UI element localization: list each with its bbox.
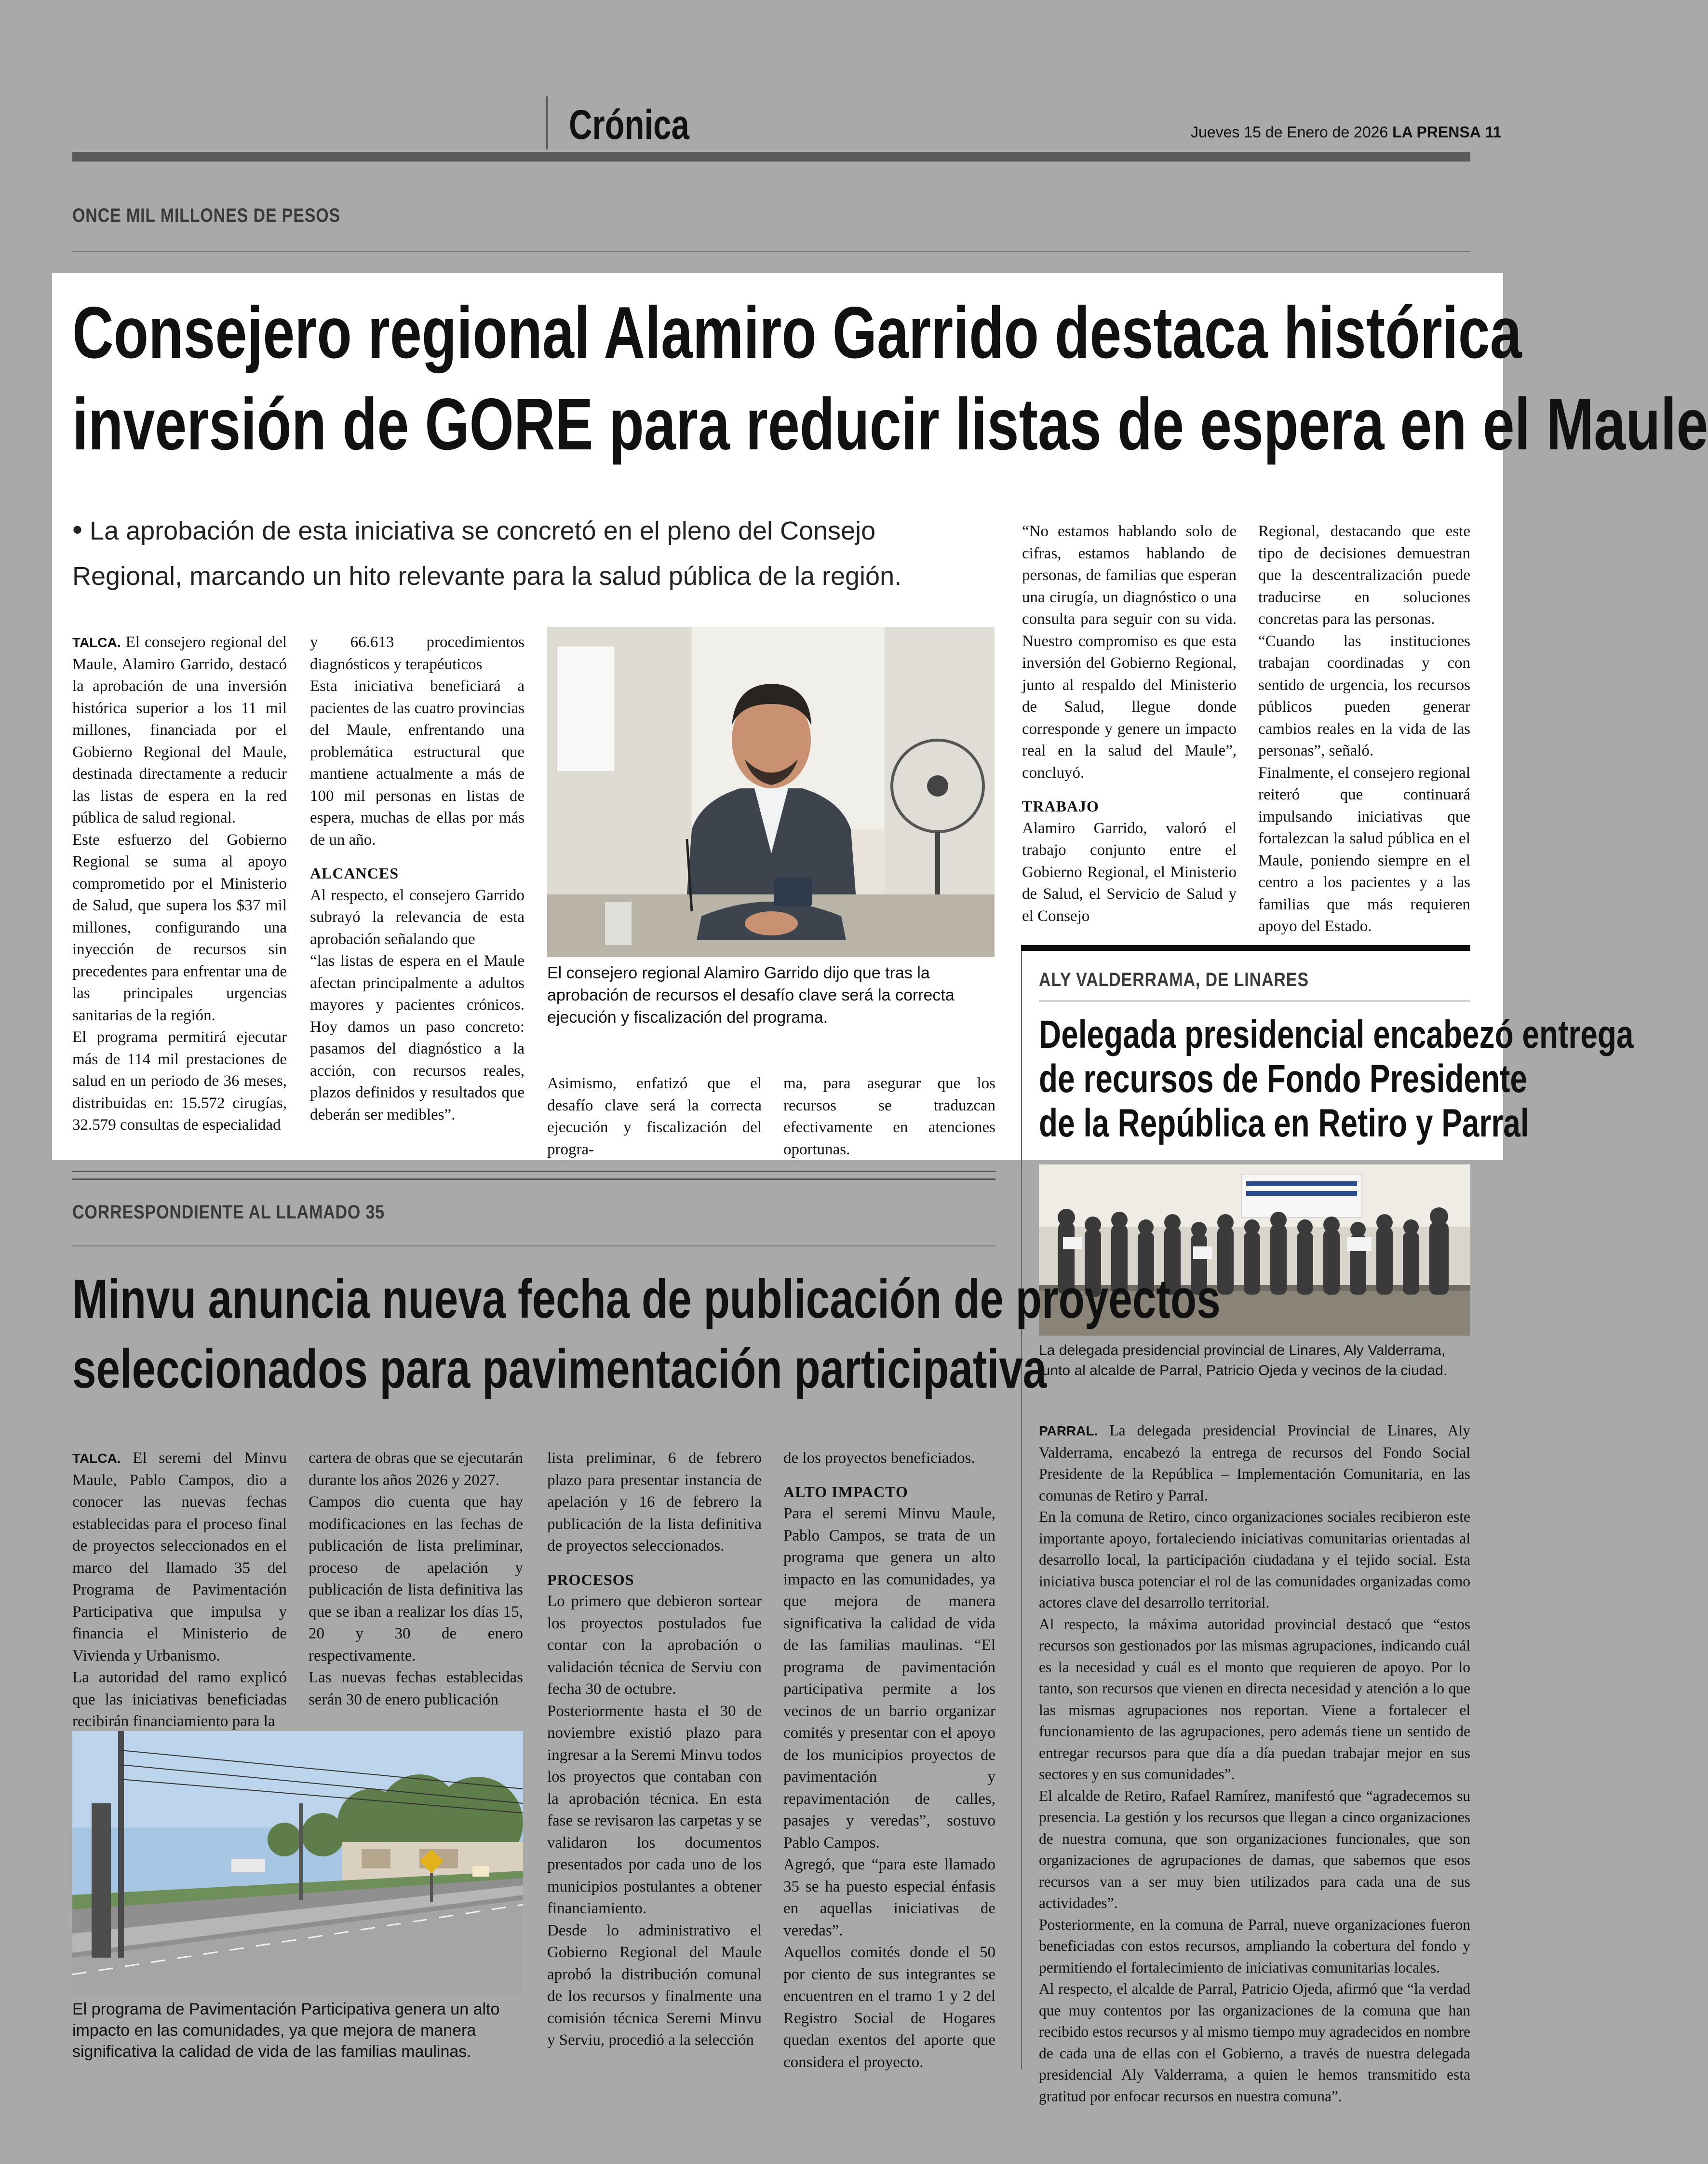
article1-col3: Asimismo, enfatizó que el desafío clave será la correcta ejecución y fiscalización del progra- (547, 1075, 762, 1158)
article1-col6-p2: “Cuando las instituciones trabajan coordinadas y con sentido de urgencia, los recursos públicos pueden generar cambios reales en la vida de las personas”, señaló. (1258, 632, 1470, 759)
article1-col2 (310, 632, 525, 1126)
article3-photo-caption: El programa de Pavimentación Participativa genera un alto impacto en las comunidades, ya que mejora de manera significativa la calidad de vida de las familias maulinas. (72, 2000, 500, 2061)
article1-col6-p1: Regional, destacando que este tipo de decisiones demuestran que la descentralización puede traducirse en soluciones concretas para las personas. (1258, 523, 1470, 628)
article1-col5-p2: Alamiro Garrido, valoró el trabajo conjunto entre el Gobierno Regional, el Ministerio de Salud, el Servicio de Salud y el Consejo (1022, 819, 1237, 925)
article2-p3: Al respecto, la máxima autoridad provincial destacó que “estos recursos son gestionados por las mismas agrupaciones, indicando cuál es la necesidad y cuál es el monto que requieren de apoyo. Por lo tanto, son recursos que vienen en directa necesidad y atención a lo que las mismas agrupaciones nos reportan. Viene a fortalecer el funcionamiento de las agrupaciones, pero además tiene un sentido de entregar recursos para que día a día puedan trabajar mejor en sus sectores y en sus comunidades”. (1039, 1615, 1470, 1783)
article3-headline-line1: Minvu anuncia nueva fecha de publicación de proyectos (72, 1269, 1221, 1330)
article1-photo-caption: El consejero regional Alamiro Garrido dijo que tras la aprobación de recursos el desafío clave será la correcta ejecución y fiscalización del programa. (547, 964, 955, 1027)
article2-column-divider (1021, 951, 1022, 2069)
article1-photo (547, 627, 995, 957)
article1-col1-p1 (72, 632, 287, 829)
article3-col3-p4: Desde lo administrativo el Gobierno Regional del Maule aprobó la distribución comunal de los recursos y finalmente una comisión técnica Seremi Minvu y Serviu, procedió a la selección (547, 1921, 762, 2049)
section-title: Crónica (569, 102, 689, 148)
article1-col1 (72, 632, 287, 1136)
article2-kicker: ALY VALDERRAMA, DE LINARES (1039, 969, 1309, 990)
article1-summary-text1: La aprobación de esta iniciativa se concretó en el pleno del Consejo (90, 516, 876, 545)
article1-summary-line2: Regional, marcando un hito relevante para la salud pública de la región. (72, 562, 902, 591)
article3-double-rule-top (72, 1171, 995, 1172)
article3-col1 (72, 1447, 287, 1733)
article1-headline-line1: Consejero regional Alamiro Garrido destaca histórica (72, 292, 1522, 374)
article2-dateline: PARRAL. (1039, 1423, 1098, 1438)
article1-col2-p4: “las listas de espera en el Maule afectan principalmente a adultos mayores y pacientes crónicos. Hoy damos un paso concreto: pasamos del diagnóstico a la acción, con recursos reales, plazos definidos y resultados que deberán ser medibles”. (310, 952, 525, 1123)
article1-col2-p2: Esta iniciativa beneficiará a pacientes de las cuatro provincias del Maule, enfrentando una problemática estructural que mantiene actualmente a más de 100 mil personas en listas de espera, muchas de ellas por más de un año. (310, 677, 525, 849)
header-date-text: Jueves 15 de Enero de 2026 (1191, 123, 1388, 141)
header-page-number: 11 (1485, 123, 1502, 141)
article3-col3-p2: Lo primero que debieron sortear los proyectos postulados fue contar con la aprobación o validación técnica de Serviu con fecha 30 de octubre. (547, 1593, 762, 1698)
article2-p5: Posteriormente, en la comuna de Parral, nueve organizaciones fueron beneficiadas con estos recursos, ampliando la cobertura del fondo y permitiendo el fortalecimiento de iniciativas comunitarias locales. (1039, 1916, 1470, 1976)
article3-col1-p1 (72, 1447, 287, 1667)
article1-sub-alcances: ALCANCES (310, 865, 399, 882)
article3-col4-p4: Aquellos comités donde el 50 por ciento de sus integrantes se encuentren en el tramo 1 y 2 del Registro Social de Hogares quedan exentos del aporte que considera el proyecto. (783, 1944, 995, 2071)
article3-col3-p3: Posteriormente hasta el 30 de noviembre existió plazo para ingresar a la Seremi Minvu todos los proyectos que contaban con la aprobación técnica. En esta fase se revisaron las carpetas y se validaron los documentos presentados por cada uno de los municipios postulantes a obtener financiamiento. (547, 1702, 762, 1917)
article3-sub-procesos: PROCESOS (547, 1570, 634, 1588)
article2-p1 (1039, 1420, 1470, 1506)
article2-p4: El alcalde de Retiro, Rafael Ramírez, manifestó que “agradecemos su presencia. La gestión y los recursos que llegan a cinco organizaciones de nuestra comuna, que son organizaciones funcionales, que son organizaciones de agrupaciones de damas, que sabemos que esos recursos van a ser muy bien utilizados para cada una de sus actividades”. (1039, 1787, 1470, 1911)
article2-headline-line2: de recursos de Fondo Presidente (1039, 1057, 1527, 1101)
article2-p6: Al respecto, el alcalde de Parral, Patricio Ojeda, afirmó que “la verdad que muy contentos por las organizaciones de la comuna que han recibido estos recursos y al mismo tiempo muy agradecidos en nombre de cada una de ellas con el Gobierno, a través de nuestra delegada presidencial Aly Valderrama, a quien le hemos transmitido esta gratitud por enfocar recursos en nuestra comuna”. (1039, 1980, 1470, 2105)
article3-col2-p3: Las nuevas fechas establecidas serán 30 de enero publicación (309, 1669, 523, 1708)
article1-col5-p1: “No estamos hablando solo de cifras, estamos hablando de personas, de familias que esperan una cirugía, un diagnóstico o una consulta para seguir con su vida. Nuestro compromiso es que esta inversión del Gobierno Regional, junto al respaldo del Ministerio de Salud, llegue donde corresponde y genere un impacto real en la salud del Maule”, concluyó. (1022, 523, 1237, 782)
article3-col4 (783, 1447, 995, 2073)
article1-dateline: TALCA. (72, 635, 121, 650)
article3-headline-line2: seleccionados para pavimentación participativa (72, 1339, 1047, 1400)
article3-kicker-rule (72, 1245, 995, 1246)
article2-top-bar (1021, 945, 1470, 951)
bullet-icon: • (72, 514, 83, 546)
article3-col4-p1: de los proyectos beneficiados. (783, 1449, 975, 1467)
article1-col1-p2: Este esfuerzo del Gobierno Regional se suma al apoyo comprometido por el Ministerio de Salud, que supera los $37 mil millones, configurando una inyección de recursos sin precedentes para enfrentar una de las principales urgencias sanitarias de la región. (72, 831, 287, 1024)
article2-headline-line1: Delegada presidencial encabezó entrega (1039, 1013, 1634, 1056)
article1-summary (72, 507, 1036, 599)
article1-col5 (1022, 521, 1237, 927)
article3-photo (72, 1731, 523, 1994)
article1-col1-p1-text: El consejero regional del Maule, Alamiro Garrido, destacó la aprobación de una inversión histórica superior a los 11 mil millones, financiada por el Gobierno Regional del Maule, destinada directamente a reducir las listas de espera en la red pública de salud regional. (72, 634, 287, 826)
header-date (1191, 123, 1502, 141)
article3-sub-impacto: ALTO IMPACTO (783, 1483, 908, 1501)
article3-col3-p1: lista preliminar, 6 de febrero plazo para presentar instancia de apelación y 16 de febrero la publicación de la lista definitiva de proyectos seleccionados. (547, 1449, 762, 1555)
article3-col2-p1: cartera de obras que se ejecutarán durante los años 2026 y 2027. (309, 1449, 523, 1489)
article2-photo-caption: La delegada presidencial provincial de Linares, Aly Valderrama, junto al alcalde de Parral, Patricio Ojeda y vecinos de la ciudad. (1039, 1342, 1448, 1379)
article1-summary-line1 (72, 507, 1036, 554)
article3-dateline: TALCA. (72, 1451, 121, 1466)
article3-col4-p3: Agregó, que “para este llamado 35 se ha puesto especial énfasis en aquellas iniciativas de veredas”. (783, 1856, 995, 1939)
article3-col1-p2: La autoridad del ramo explicó que las iniciativas beneficiadas recibirán financiamiento para la (72, 1669, 287, 1730)
article3-kicker: CORRESPONDIENTE AL LLAMADO 35 (72, 1202, 385, 1223)
article1-kicker: ONCE MIL MILLONES DE PESOS (72, 205, 341, 226)
article2-p1-text: La delegada presidencial Provincial de Linares, Aly Valderrama, encabezó la entrega de recursos del Fondo Social Presidente de la República – Implementación Comunitaria, en las comunas de Retiro y Parral. (1039, 1422, 1470, 1504)
article3-col3 (547, 1447, 762, 2052)
article1-col6-p3: Finalmente, el consejero regional reiteró que continuará impulsando iniciativas que fortalezcan la salud pública en el Maule, poniendo siempre en el centro a los pacientes y a las familias que más requieren apoyo del Estado. (1258, 764, 1470, 935)
article1-col6 (1258, 521, 1470, 938)
article2-p2: En la comuna de Retiro, cinco organizaciones sociales recibieron este importante apoyo, fortaleciendo iniciativas comunitarias orientadas al desarrollo local, la participación ciudadana y el tejido social. Esta iniciativa busca potenciar el rol de las comunidades organizadas como actores clave del desarrollo territorial. (1039, 1508, 1470, 1611)
article2-headline-line3: de la República en Retiro y Parral (1039, 1101, 1529, 1145)
article1-col2-p1: y 66.613 procedimientos diagnósticos y terapéuticos (310, 634, 525, 673)
article1-col2-p3: Al respecto, el consejero Garrido subrayó la relevancia de esta aprobación señalando que (310, 886, 525, 948)
article3-col4-p2: Para el seremi Minvu Maule, Pablo Campos, se trata de un programa que genera un alto impacto en las comunidades, ya que mejora de manera significativa la calidad de vida de las familias maulinas. “El programa de pavimentación participativa permite a los vecinos de un barrio organizar comités y presentar con el apoyo de los municipios proyectos de pavimentación y repavimentación de calles, pasajes y veredas”, sostuvo Pablo Campos. (783, 1505, 995, 1852)
article1-sub-trabajo: TRABAJO (1022, 798, 1099, 815)
article3-double-rule-bottom (72, 1178, 995, 1180)
section-divider (546, 96, 548, 149)
article1-kicker-rule (72, 251, 1470, 252)
article3-col1-p1-text: El seremi del Minvu Maule, Pablo Campos, dio a conocer las nuevas fechas establecidas para el proceso final de proyectos seleccionados en el marco del llamado 35 del Programa de Pavimentación Participativa que impulsa y financia el Ministerio de Vivienda y Urbanismo. (72, 1449, 287, 1664)
article1-col4: ma, para asegurar que los recursos se traduzcan efectivamente en atenciones oportunas. (783, 1075, 995, 1158)
article1-headline-line2: inversión de GORE para reducir listas de espera en el Maule (72, 383, 1708, 465)
article3-col2 (309, 1447, 523, 1711)
article3-col2-p2: Campos dio cuenta que hay modificaciones en las fechas de publicación de lista preliminar, proceso de apelación y publicación de lista definitiva las que se iban a realizar los días 15, 20 y 30 de enero respectivamente. (309, 1493, 523, 1664)
article2-body (1039, 1420, 1470, 2107)
article1-col1-p3: El programa permitirá ejecutar más de 114 mil prestaciones de salud en un periodo de 36 meses, distribuidas en: 15.572 cirugías, 32.579 consultas de especialidad (72, 1028, 287, 1134)
header-paper: LA PRENSA (1392, 123, 1481, 141)
header-bar (72, 152, 1470, 162)
